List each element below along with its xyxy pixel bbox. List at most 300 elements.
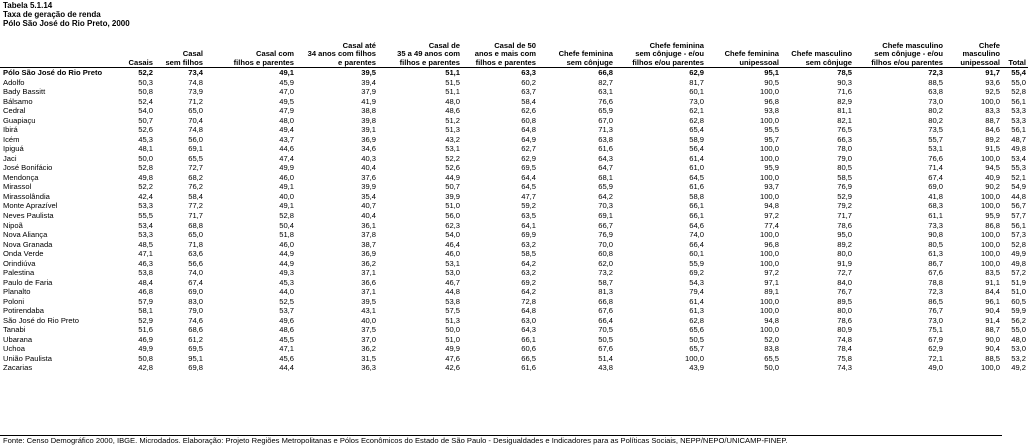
- table-cell: 71,4: [928, 163, 943, 173]
- table-cell: 82,7: [598, 77, 613, 87]
- column-header: Casais: [125, 33, 155, 68]
- table-cell: 50,8: [138, 87, 153, 97]
- table-cell: 37,1: [361, 268, 376, 278]
- table-cell: 46,8: [138, 287, 153, 297]
- table-cell: 100,0: [980, 96, 1000, 106]
- table-cell: 49,8: [138, 172, 153, 182]
- row-label: Nipoã: [3, 220, 23, 230]
- table-cell: 62,9: [521, 153, 536, 163]
- table-cell: 95,9: [985, 210, 1000, 220]
- row-label: Nova Granada: [3, 239, 53, 249]
- table-cell: 70,0: [598, 239, 613, 249]
- table-cell: 57,9: [138, 296, 153, 306]
- table-cell: 52,2: [445, 153, 460, 163]
- table-row: [0, 201, 1028, 211]
- table-cell: 50,5: [689, 334, 704, 344]
- table-cell: 44,4: [279, 363, 294, 373]
- table-row: [0, 258, 1028, 268]
- table-cell: 90,4: [985, 344, 1000, 354]
- table-cell: 53,1: [445, 144, 460, 154]
- table-cell: 97,1: [764, 277, 779, 287]
- table-cell: 37,6: [361, 172, 376, 182]
- column-header: Chefe feminina sem cônjuge: [538, 33, 615, 68]
- table-cell: 73,9: [188, 87, 203, 97]
- table-row: [0, 239, 1028, 249]
- table-cell: 75,8: [837, 353, 852, 363]
- column-header: Chefe masculino sem cônjuge: [781, 33, 854, 68]
- table-cell: 88,7: [985, 115, 1000, 125]
- table-cell: 100,0: [759, 306, 779, 316]
- table-cell: 41,9: [361, 96, 376, 106]
- table-row: [0, 353, 1028, 363]
- table-cell: 76,9: [837, 182, 852, 192]
- table-row: [0, 249, 1028, 259]
- table-cell: 47,6: [445, 353, 460, 363]
- table-cell: 53,3: [1011, 115, 1026, 125]
- table-cell: 89,5: [837, 296, 852, 306]
- table-cell: 47,7: [521, 191, 536, 201]
- table-row: [0, 277, 1028, 287]
- table-cell: 58,9: [689, 134, 704, 144]
- table-cell: 93,6: [985, 77, 1000, 87]
- table-cell: 65,7: [689, 344, 704, 354]
- table-cell: 37,1: [361, 287, 376, 297]
- table-cell: 37,9: [361, 87, 376, 97]
- table-cell: 56,0: [445, 210, 460, 220]
- table-row: [0, 344, 1028, 354]
- table-cell: 86,5: [928, 296, 943, 306]
- table-cell: 63,6: [188, 249, 203, 259]
- table-cell: 39,8: [361, 115, 376, 125]
- table-cell: 76,7: [837, 287, 852, 297]
- table-cell: 100,0: [759, 87, 779, 97]
- header-row: [0, 33, 1028, 68]
- table-cell: 47,1: [279, 344, 294, 354]
- table-cell: 73,0: [928, 315, 943, 325]
- table-cell: 51,3: [445, 125, 460, 135]
- table-cell: 71,8: [188, 239, 203, 249]
- table-cell: 95,7: [764, 134, 779, 144]
- table-cell: 37,5: [361, 325, 376, 335]
- row-label: Ibirá: [3, 125, 18, 135]
- table-cell: 61,4: [689, 296, 704, 306]
- table-cell: 58,4: [521, 96, 536, 106]
- table-cell: 53,4: [1011, 153, 1026, 163]
- table-cell: 83,3: [985, 106, 1000, 116]
- table-cell: 93,8: [764, 106, 779, 116]
- table-cell: 64,2: [521, 287, 536, 297]
- row-label: União Paulista: [3, 353, 52, 363]
- table-cell: 52,9: [837, 191, 852, 201]
- table-cell: 80,2: [928, 115, 943, 125]
- table-cell: 52,9: [138, 315, 153, 325]
- table-cell: 51,5: [445, 77, 460, 87]
- table-cell: 31,5: [361, 353, 376, 363]
- table-cell: 96,8: [764, 96, 779, 106]
- table-cell: 47,9: [279, 106, 294, 116]
- table-cell: 95,0: [837, 230, 852, 240]
- table-cell: 63,2: [521, 239, 536, 249]
- table-cell: 91,5: [985, 144, 1000, 154]
- row-label: Adolfo: [3, 77, 25, 87]
- row-label: Planalto: [3, 287, 31, 297]
- table-cell: 34,6: [361, 144, 376, 154]
- table-cell: 64,5: [689, 172, 704, 182]
- table-cell: 92,5: [985, 87, 1000, 97]
- table-row: [0, 125, 1028, 135]
- table-cell: 100,0: [759, 144, 779, 154]
- table-cell: 100,0: [759, 230, 779, 240]
- table-cell: 54,0: [138, 106, 153, 116]
- column-header: Casal com filhos e parentes: [205, 33, 296, 68]
- table-cell: 53,0: [1011, 344, 1026, 354]
- row-label: Ubarana: [3, 334, 33, 344]
- table-cell: 46,0: [445, 249, 460, 259]
- table-cell: 64,3: [521, 325, 536, 335]
- table-cell: 100,0: [980, 258, 1000, 268]
- table-cell: 39,4: [361, 77, 376, 87]
- table-cell: 68,6: [188, 325, 203, 335]
- table-cell: 43,2: [445, 134, 460, 144]
- table-cell: 48,0: [1011, 334, 1026, 344]
- table-cell: 81,1: [837, 106, 852, 116]
- table-cell: 54,9: [1011, 182, 1026, 192]
- table-cell: 71,7: [837, 210, 852, 220]
- table-cell: 96,1: [985, 296, 1000, 306]
- row-label: Paulo de Faria: [3, 277, 53, 287]
- table-cell: 76,7: [928, 306, 943, 316]
- table-cell: 74,8: [837, 334, 852, 344]
- table-cell: 57,2: [1011, 268, 1026, 278]
- table-cell: 49,8: [1011, 144, 1026, 154]
- table-cell: 51,0: [445, 201, 460, 211]
- table-cell: 42,4: [138, 191, 153, 201]
- column-header: Total: [1002, 33, 1028, 68]
- table-cell: 62,0: [598, 258, 613, 268]
- table-cell: 73,4: [188, 68, 203, 78]
- row-label: Icém: [3, 134, 20, 144]
- table-cell: 100,0: [759, 296, 779, 306]
- row-label: Palestina: [3, 268, 35, 278]
- table-cell: 58,1: [138, 306, 153, 316]
- table-cell: 49,8: [1011, 258, 1026, 268]
- table-cell: 44,6: [279, 144, 294, 154]
- table-cell: 51,2: [445, 115, 460, 125]
- table-cell: 67,9: [928, 334, 943, 344]
- table-cell: 67,4: [928, 172, 943, 182]
- table-cell: 62,8: [689, 115, 704, 125]
- table-row: [0, 230, 1028, 240]
- table-cell: 39,9: [445, 191, 460, 201]
- table-cell: 55,0: [1011, 77, 1026, 87]
- table-cell: 44,9: [445, 172, 460, 182]
- table-cell: 71,2: [188, 96, 203, 106]
- table-cell: 72,3: [928, 287, 943, 297]
- table-cell: 68,1: [598, 172, 613, 182]
- table-cell: 75,1: [928, 325, 943, 335]
- table-cell: 45,6: [279, 353, 294, 363]
- table-cell: 76,5: [837, 125, 852, 135]
- table-cell: 100,0: [980, 230, 1000, 240]
- table-cell: 66,1: [689, 201, 704, 211]
- row-label: Mirassolândia: [3, 191, 50, 201]
- table-cell: 50,0: [138, 153, 153, 163]
- table-cell: 63,8: [598, 134, 613, 144]
- data-table: [0, 33, 1028, 373]
- table-cell: 65,6: [689, 325, 704, 335]
- table-cell: 65,5: [188, 153, 203, 163]
- table-cell: 55,9: [689, 258, 704, 268]
- table-cell: 68,8: [188, 220, 203, 230]
- table-cell: 53,1: [445, 258, 460, 268]
- table-row: [0, 306, 1028, 316]
- table-cell: 53,7: [279, 306, 294, 316]
- table-row: [0, 106, 1028, 116]
- table-cell: 66,8: [598, 68, 613, 78]
- table-cell: 88,5: [985, 353, 1000, 363]
- table-cell: 50,0: [445, 325, 460, 335]
- table-cell: 42,8: [138, 363, 153, 373]
- table-cell: 94,5: [985, 163, 1000, 173]
- table-cell: 63,1: [598, 87, 613, 97]
- table-cell: 84,0: [837, 277, 852, 287]
- table-cell: 66,4: [598, 315, 613, 325]
- table-cell: 100,0: [980, 191, 1000, 201]
- table-cell: 38,7: [361, 239, 376, 249]
- table-cell: 67,6: [928, 268, 943, 278]
- table-row: [0, 182, 1028, 192]
- table-cell: 49,3: [279, 268, 294, 278]
- table-cell: 72,7: [188, 163, 203, 173]
- table-cell: 66,1: [521, 334, 536, 344]
- table-cell: 91,7: [985, 68, 1000, 78]
- table-row: [0, 220, 1028, 230]
- table-cell: 64,2: [521, 258, 536, 268]
- table-cell: 58,5: [837, 172, 852, 182]
- table-cell: 52,2: [138, 68, 153, 78]
- table-cell: 62,7: [521, 144, 536, 154]
- table-cell: 70,5: [598, 325, 613, 335]
- table-cell: 47,4: [279, 153, 294, 163]
- table-cell: 63,8: [928, 87, 943, 97]
- table-cell: 64,3: [598, 153, 613, 163]
- row-label: Ipiguá: [3, 144, 24, 154]
- table-cell: 56,0: [188, 134, 203, 144]
- table-cell: 57,3: [1011, 230, 1026, 240]
- table-cell: 44,9: [279, 258, 294, 268]
- table-cell: 81,3: [598, 287, 613, 297]
- table-cell: 43,1: [361, 306, 376, 316]
- table-cell: 46,0: [279, 172, 294, 182]
- row-label: Uchoa: [3, 344, 25, 354]
- table-cell: 52,0: [764, 334, 779, 344]
- table-cell: 65,5: [764, 353, 779, 363]
- table-cell: 69,0: [928, 182, 943, 192]
- table-cell: 50,7: [445, 182, 460, 192]
- table-cell: 89,1: [764, 287, 779, 297]
- table-cell: 100,0: [759, 153, 779, 163]
- table-cell: 69,2: [521, 277, 536, 287]
- table-cell: 82,9: [837, 96, 852, 106]
- table-cell: 52,6: [138, 125, 153, 135]
- table-cell: 49,9: [138, 344, 153, 354]
- table-cell: 53,3: [1011, 106, 1026, 116]
- table-cell: 90,4: [985, 306, 1000, 316]
- column-header: Casal sem filhos: [155, 33, 205, 68]
- table-id: Tabela 5.1.14: [3, 1, 53, 10]
- table-cell: 36,2: [361, 258, 376, 268]
- table-cell: 57,7: [1011, 210, 1026, 220]
- table-cell: 72,7: [837, 268, 852, 278]
- table-cell: 73,5: [928, 125, 943, 135]
- row-label: Onda Verde: [3, 249, 44, 259]
- table-cell: 74,8: [188, 125, 203, 135]
- table-cell: 56,1: [1011, 220, 1026, 230]
- table-row: [0, 163, 1028, 173]
- table-cell: 69,9: [521, 230, 536, 240]
- table-cell: 37,8: [361, 230, 376, 240]
- table-row: [0, 144, 1028, 154]
- table-cell: 48,0: [445, 96, 460, 106]
- table-cell: 77,2: [188, 201, 203, 211]
- table-cell: 52,8: [1011, 87, 1026, 97]
- table-cell: 100,0: [759, 191, 779, 201]
- table-cell: 40,0: [361, 315, 376, 325]
- table-cell: 52,6: [445, 163, 460, 173]
- table-cell: 100,0: [980, 153, 1000, 163]
- table-cell: 64,4: [521, 172, 536, 182]
- table-cell: 49,6: [279, 315, 294, 325]
- table-cell: 65,0: [188, 106, 203, 116]
- column-header: Chefe masculino sem cônjuge - e/ou filhos e/ou parentes: [854, 33, 945, 68]
- table-cell: 60,6: [521, 344, 536, 354]
- table-cell: 95,1: [188, 353, 203, 363]
- table-cell: 56,4: [689, 144, 704, 154]
- table-cell: 59,9: [1011, 306, 1026, 316]
- table-cell: 77,4: [764, 220, 779, 230]
- table-cell: 40,4: [361, 163, 376, 173]
- table-cell: 44,0: [279, 287, 294, 297]
- table-row: [0, 135, 1028, 145]
- table-cell: 62,8: [689, 315, 704, 325]
- table-cell: 51,1: [445, 87, 460, 97]
- table-cell: 80,0: [837, 249, 852, 259]
- table-cell: 51,8: [279, 230, 294, 240]
- table-cell: 69,5: [521, 163, 536, 173]
- table-cell: 63,3: [521, 68, 536, 78]
- table-cell: 37,0: [361, 334, 376, 344]
- table-cell: 83,5: [985, 268, 1000, 278]
- table-cell: 64,6: [689, 220, 704, 230]
- table-cell: 96,8: [764, 239, 779, 249]
- table-cell: 53,3: [138, 201, 153, 211]
- table-cell: 55,4: [1011, 68, 1026, 78]
- table-cell: 74,0: [188, 268, 203, 278]
- table-cell: 66,3: [837, 134, 852, 144]
- table-cell: 66,4: [689, 239, 704, 249]
- table-cell: 78,6: [837, 220, 852, 230]
- row-label: Bálsamo: [3, 96, 33, 106]
- table-row: [0, 325, 1028, 335]
- row-label: Zacarias: [3, 363, 33, 373]
- table-cell: 62,3: [445, 220, 460, 230]
- table-cell: 50,7: [138, 115, 153, 125]
- table-cell: 90,8: [928, 230, 943, 240]
- table-cell: 76,2: [188, 182, 203, 192]
- table-cell: 67,0: [598, 115, 613, 125]
- table-row: [0, 334, 1028, 344]
- table-cell: 51,6: [138, 325, 153, 335]
- table-cell: 49,9: [1011, 249, 1026, 259]
- row-label: Monte Aprazível: [3, 201, 58, 211]
- table-cell: 61,6: [521, 363, 536, 373]
- table-cell: 79,0: [188, 306, 203, 316]
- table-cell: 100,0: [759, 249, 779, 259]
- table-cell: 54,0: [445, 230, 460, 240]
- table-cell: 63,7: [521, 87, 536, 97]
- table-cell: 65,9: [598, 182, 613, 192]
- table-cell: 95,1: [764, 68, 779, 78]
- row-label: Potirendaba: [3, 306, 44, 316]
- table-cell: 36,3: [361, 363, 376, 373]
- table-cell: 44,9: [279, 249, 294, 259]
- table-title: Taxa de geração de renda: [3, 10, 101, 19]
- row-label: Tanabi: [3, 325, 26, 335]
- table-cell: 48,7: [1011, 134, 1026, 144]
- table-cell: 57,5: [445, 306, 460, 316]
- table-cell: 78,6: [837, 315, 852, 325]
- table-cell: 49,1: [279, 68, 294, 78]
- table-cell: 91,4: [985, 315, 1000, 325]
- table-cell: 52,8: [1011, 239, 1026, 249]
- table-cell: 49,2: [1011, 363, 1026, 373]
- table-cell: 80,5: [837, 163, 852, 173]
- row-label: Poloni: [3, 296, 25, 306]
- table-cell: 46,9: [138, 334, 153, 344]
- table-cell: 39,1: [361, 125, 376, 135]
- table-cell: 48,6: [445, 106, 460, 116]
- table-cell: 46,4: [445, 239, 460, 249]
- table-cell: 63,0: [521, 315, 536, 325]
- table-cell: 78,8: [928, 277, 943, 287]
- table-cell: 47,0: [279, 87, 294, 97]
- table-cell: 49,1: [279, 182, 294, 192]
- table-cell: 78,0: [837, 144, 852, 154]
- table-cell: 61,1: [928, 210, 943, 220]
- table-cell: 50,4: [279, 220, 294, 230]
- table-cell: 53,4: [138, 220, 153, 230]
- table-cell: 74,3: [837, 363, 852, 373]
- table-cell: 69,8: [188, 363, 203, 373]
- table-cell: 52,5: [279, 296, 294, 306]
- total-row: [0, 68, 1028, 78]
- column-header: Casal de 50 anos e mais com filhos e parentes: [462, 33, 538, 68]
- table-cell: 64,8: [521, 306, 536, 316]
- row-label: Nova Aliança: [3, 230, 48, 240]
- table-cell: 84,4: [985, 287, 1000, 297]
- table-cell: 90,2: [985, 182, 1000, 192]
- table-cell: 61,4: [689, 153, 704, 163]
- table-cell: 97,2: [764, 268, 779, 278]
- table-cell: 62,9: [928, 344, 943, 354]
- table-cell: 56,1: [1011, 96, 1026, 106]
- table-row: [0, 154, 1028, 164]
- row-label: Mirassol: [3, 182, 32, 192]
- table-cell: 56,6: [188, 258, 203, 268]
- row-label: Orindiúva: [3, 258, 36, 268]
- table-row: [0, 192, 1028, 202]
- table-cell: 65,4: [689, 125, 704, 135]
